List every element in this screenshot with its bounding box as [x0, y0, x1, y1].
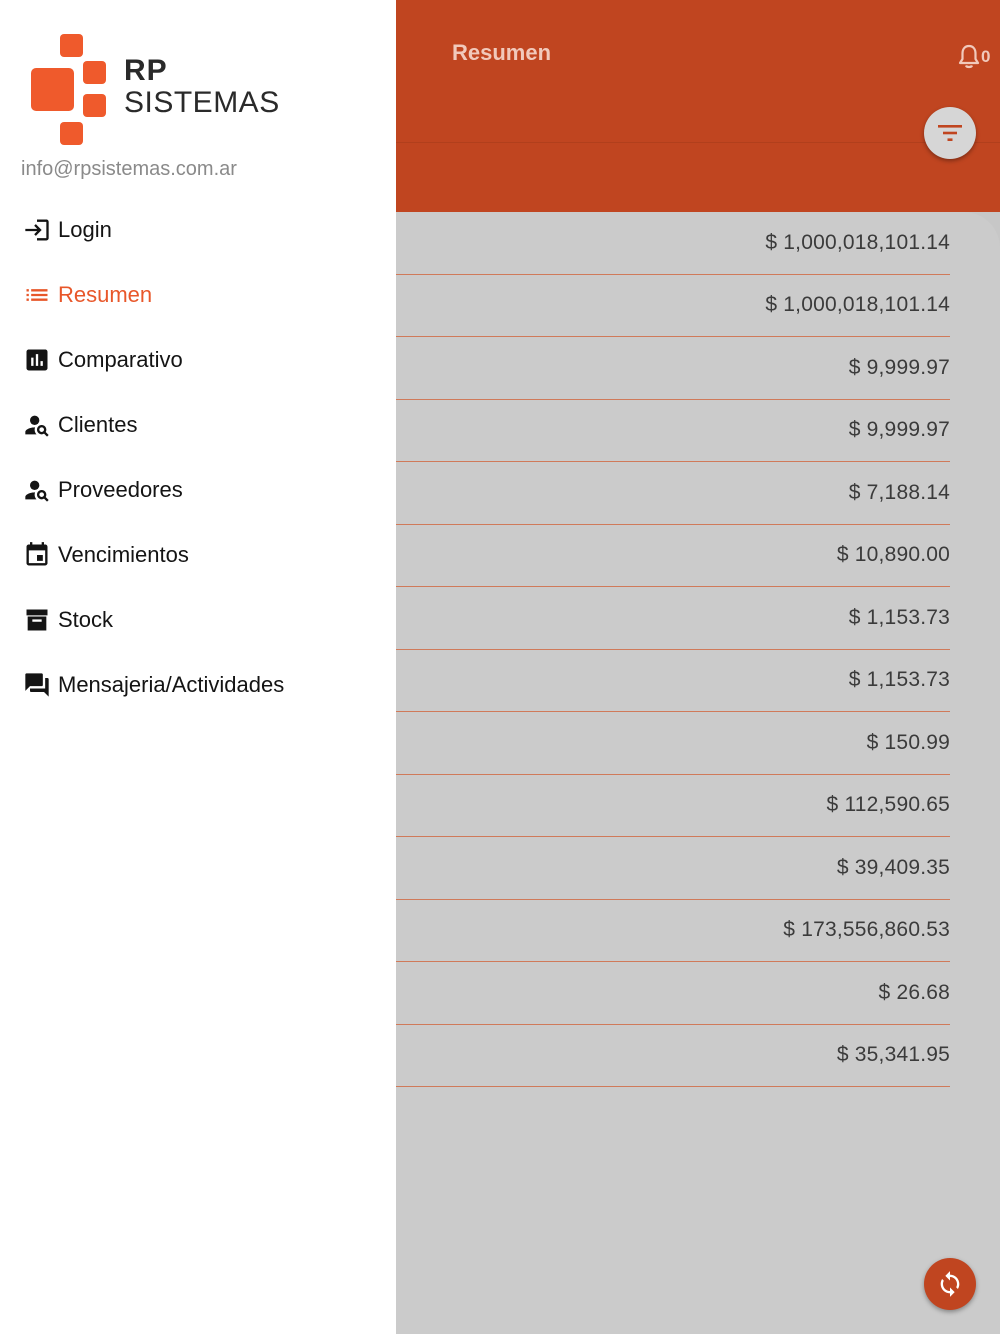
logo-mark-icon — [28, 34, 108, 146]
menu-item-vencimientos[interactable] — [0, 522, 396, 587]
navigation-drawer — [0, 0, 396, 1334]
menu-item-comparativo[interactable] — [0, 327, 396, 392]
amount-value: $ 173,556,860.53 — [783, 918, 950, 942]
list-item[interactable] — [396, 337, 950, 400]
refresh-icon — [936, 1270, 964, 1298]
notifications-button[interactable] — [958, 40, 992, 74]
person-search-icon — [22, 410, 52, 440]
amount-value: $ 1,000,018,101.14 — [765, 230, 950, 254]
bar-chart-icon — [22, 345, 52, 375]
amount-value: $ 9,999.97 — [848, 355, 950, 379]
amount-value: $ 1,153.73 — [848, 605, 950, 629]
logo-text-line2: SISTEMAS — [124, 86, 280, 119]
list-item[interactable] — [396, 525, 950, 588]
calendar-icon — [22, 540, 52, 570]
amount-value: $ 7,188.14 — [848, 480, 950, 504]
amount-value: $ 112,590.65 — [826, 793, 950, 817]
amount-value: $ 1,153.73 — [848, 668, 950, 692]
list-icon — [22, 280, 52, 310]
amount-value: $ 35,341.95 — [836, 1043, 950, 1067]
list-item[interactable] — [396, 1025, 950, 1088]
menu-item-label: Clientes — [58, 411, 138, 437]
list-item[interactable] — [396, 712, 950, 775]
menu-item-label: Mensajeria/Actividades — [58, 671, 285, 697]
list-item[interactable] — [396, 275, 950, 338]
filter-button[interactable] — [924, 107, 976, 159]
menu-item-label: Comparativo — [58, 346, 183, 372]
menu-item-login[interactable] — [0, 197, 396, 262]
menu-item-resumen[interactable] — [0, 262, 396, 327]
list-item[interactable] — [396, 462, 950, 525]
menu-item-label: Stock — [58, 606, 114, 632]
rp-sistemas-logo — [28, 34, 280, 146]
list-item[interactable] — [396, 837, 950, 900]
menu-item-label: Proveedores — [58, 476, 183, 502]
amount-value: $ 10,890.00 — [836, 543, 950, 567]
refresh-button[interactable] — [924, 1258, 976, 1310]
list-item[interactable] — [396, 587, 950, 650]
list-item[interactable] — [396, 650, 950, 713]
menu-item-label: Login — [58, 216, 112, 242]
list-item[interactable] — [396, 775, 950, 838]
bell-icon — [958, 44, 980, 70]
amount-value: $ 26.68 — [878, 980, 950, 1004]
chat-icon — [22, 670, 52, 700]
menu-item-stock[interactable] — [0, 587, 396, 652]
menu-item-label: Resumen — [58, 281, 153, 307]
logo-text-line1: RP — [124, 54, 168, 87]
archive-icon — [22, 605, 52, 635]
menu-item-label: Vencimientos — [58, 541, 189, 567]
user-email: info@rpsistemas.com.ar — [21, 158, 237, 180]
filter-icon — [937, 123, 963, 143]
amount-value: $ 39,409.35 — [836, 855, 950, 879]
list-item[interactable] — [396, 962, 950, 1025]
summary-list — [396, 212, 950, 1087]
menu-item-mensajeria[interactable] — [0, 652, 396, 717]
list-item[interactable] — [396, 400, 950, 463]
amount-value: $ 1,000,018,101.14 — [765, 293, 950, 317]
logo-text — [124, 56, 280, 118]
page-title: Resumen — [452, 40, 552, 65]
login-icon — [22, 215, 52, 245]
amount-value: $ 9,999.97 — [848, 418, 950, 442]
menu-item-proveedores[interactable] — [0, 457, 396, 522]
list-item[interactable] — [396, 900, 950, 963]
list-item[interactable] — [396, 212, 950, 275]
notification-count: 0 — [981, 47, 991, 66]
drawer-menu — [0, 197, 396, 717]
amount-value: $ 150.99 — [866, 730, 950, 754]
app-bar-divider — [396, 142, 1000, 143]
menu-item-clientes[interactable] — [0, 392, 396, 457]
person-search-icon — [22, 475, 52, 505]
summary-list-panel — [396, 212, 1000, 1334]
